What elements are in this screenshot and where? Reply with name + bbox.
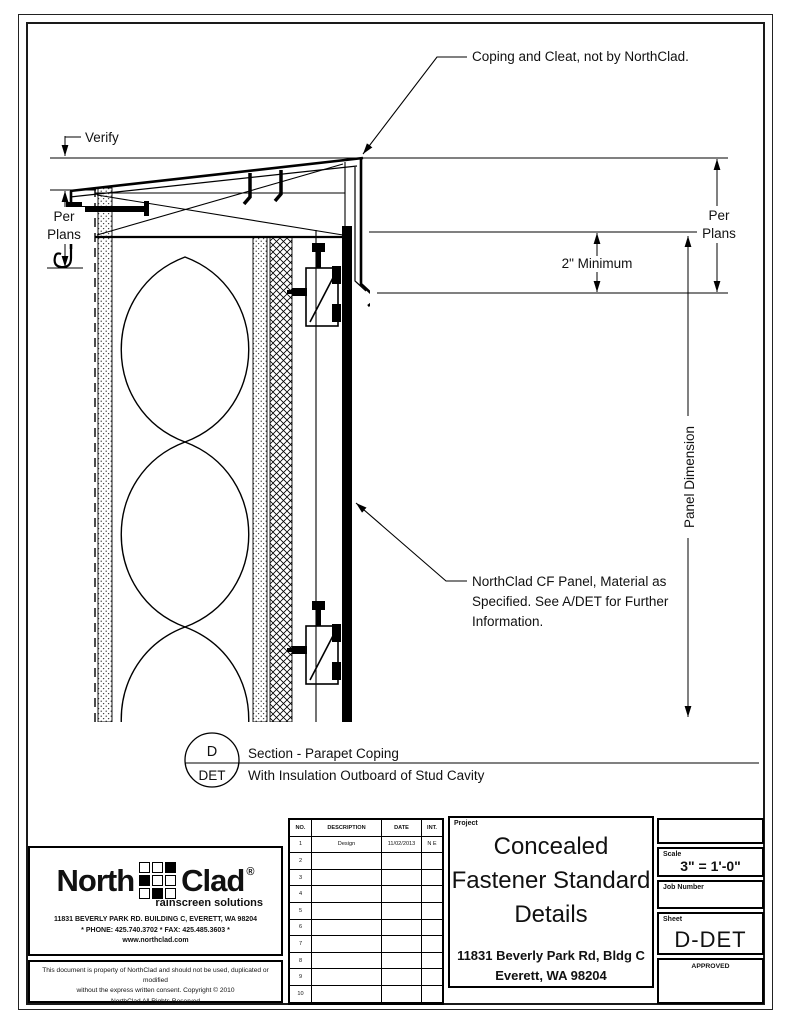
sheet-value: D-DET [674,927,747,952]
revision-table-cell [382,936,422,953]
job-number-box [657,880,764,909]
sheet-label: Sheet [663,916,683,923]
panel-dimension-label: Panel Dimension [682,425,697,529]
project-label: Project [454,820,478,827]
revision-table-cell [312,903,382,920]
revision-table-cell [382,903,422,920]
verify-label: Verify [85,130,119,145]
project-title-line3: Details [514,901,588,929]
copyright-line3: NorthClad All Rights Reserved [110,997,201,1005]
revision-table-cell [312,986,382,1003]
project-address-line2: Everett, WA 98204 [495,967,607,983]
revision-table-cell [422,903,442,920]
copyright-line1: This document is property of NorthClad and should not be used, duplicated or modified [42,967,269,985]
revision-table-cell: 7 [290,936,312,953]
revision-table-cell [422,953,442,970]
sheathing-layer [253,237,267,722]
revision-table-cell: 4 [290,886,312,903]
wall-section [55,158,375,812]
cf-panel-face [342,226,352,722]
revision-table-cell [382,886,422,903]
leader-lines [356,57,467,581]
revision-table-cell [312,853,382,870]
revision-table-header: INT. [422,820,442,837]
revision-table-cell [382,986,422,1003]
revision-table-cell: 10 [290,986,312,1003]
project-address-line1: 11831 Beverly Park Rd, Bldg C [457,948,645,964]
revision-table-cell [382,953,422,970]
section-marker-sheet: DET [198,768,226,783]
revision-table-cell [312,920,382,937]
revision-table-cell [312,969,382,986]
revision-table-cell [382,969,422,986]
logo-tagline: rainscreen solutions [155,897,263,909]
dimension-lines [65,136,717,717]
revision-table-cell: 2 [290,853,312,870]
revision-table-cell: 3 [290,870,312,887]
dim-text-backgrounds [45,206,740,538]
per-plans-left-1: Per [53,209,75,224]
logo-north: North [56,863,135,898]
revision-table-cell [382,920,422,937]
project-title-line2: Fastener Standard [451,867,651,895]
per-plans-right-1: Per [708,208,730,223]
per-plans-right-2: Plans [702,226,736,241]
revision-table-cell [382,853,422,870]
section-subtitle: With Insulation Outboard of Stud Cavity [248,768,485,783]
per-plans-left-2: Plans [47,227,81,242]
company-website: www.northclad.com [122,937,189,944]
revision-table-cell: 9 [290,969,312,986]
revision-table-cell [312,870,382,887]
northclad-logo [57,862,255,899]
section-marker-letter: D [206,744,218,760]
logo-box [28,846,283,956]
coping-note: Coping and Cleat, not by NorthClad. [472,49,689,64]
revision-table-cell [312,953,382,970]
logo-registered-mark: ® [246,865,255,878]
two-minimum-label: 2" Minimum [561,256,633,271]
revision-table-cell: 1 [290,837,312,854]
revision-table-cell [422,853,442,870]
approved-label: APPROVED [691,963,730,970]
company-address: 11831 BEVERLY PARK RD. BUILDING C, EVERETT, WA 98204 [53,916,258,923]
revision-table-cell: 6 [290,920,312,937]
revision-table-cell: 11/02/2013 [382,837,422,854]
revision-table-cell [382,870,422,887]
revision-table-cell [312,936,382,953]
revision-table-cell [422,870,442,887]
job-number-label: Job Number [663,884,704,891]
scale-value: 3" = 1'-0" [680,858,741,874]
panel-note-line2: Specified. See A/DET for Further [472,594,669,609]
revision-table-cell [422,886,442,903]
section-marker [185,733,759,787]
revision-table-header: NO. [290,820,312,837]
revision-table-cell [422,920,442,937]
project-box [448,816,654,988]
revision-table-header: DESCRIPTION [312,820,382,837]
scale-box [657,847,764,877]
revision-table-cell [422,936,442,953]
revision-table-cell [422,986,442,1003]
revision-table-cell [312,886,382,903]
revision-table-cell [422,969,442,986]
revision-table-cell: N E [422,837,442,854]
company-phone-fax: * PHONE: 425.740.3702 * FAX: 425.485.3603 * [81,926,230,934]
revision-table-cell: 8 [290,953,312,970]
section-title: Section - Parapet Coping [248,746,399,761]
panel-note-line3: Information. [472,614,544,629]
revision-table-cell: 5 [290,903,312,920]
insulation-batt [121,257,249,812]
copyright-line2: without the express written consent. Copyright © 2010 [76,987,235,995]
approved-box [657,958,764,1004]
logo-grid-icon [139,862,176,899]
blank-box [657,818,764,844]
revision-table-header: DATE [382,820,422,837]
panel-note-line1: NorthClad CF Panel, Material as [472,574,667,589]
revision-table-cell: Design [312,837,382,854]
copyright-box [28,960,283,1003]
revision-table [288,818,444,1005]
sheet-box [657,912,764,955]
project-title-line1: Concealed [493,833,609,860]
scale-label: Scale [663,851,682,858]
logo-clad: Clad [181,863,245,898]
